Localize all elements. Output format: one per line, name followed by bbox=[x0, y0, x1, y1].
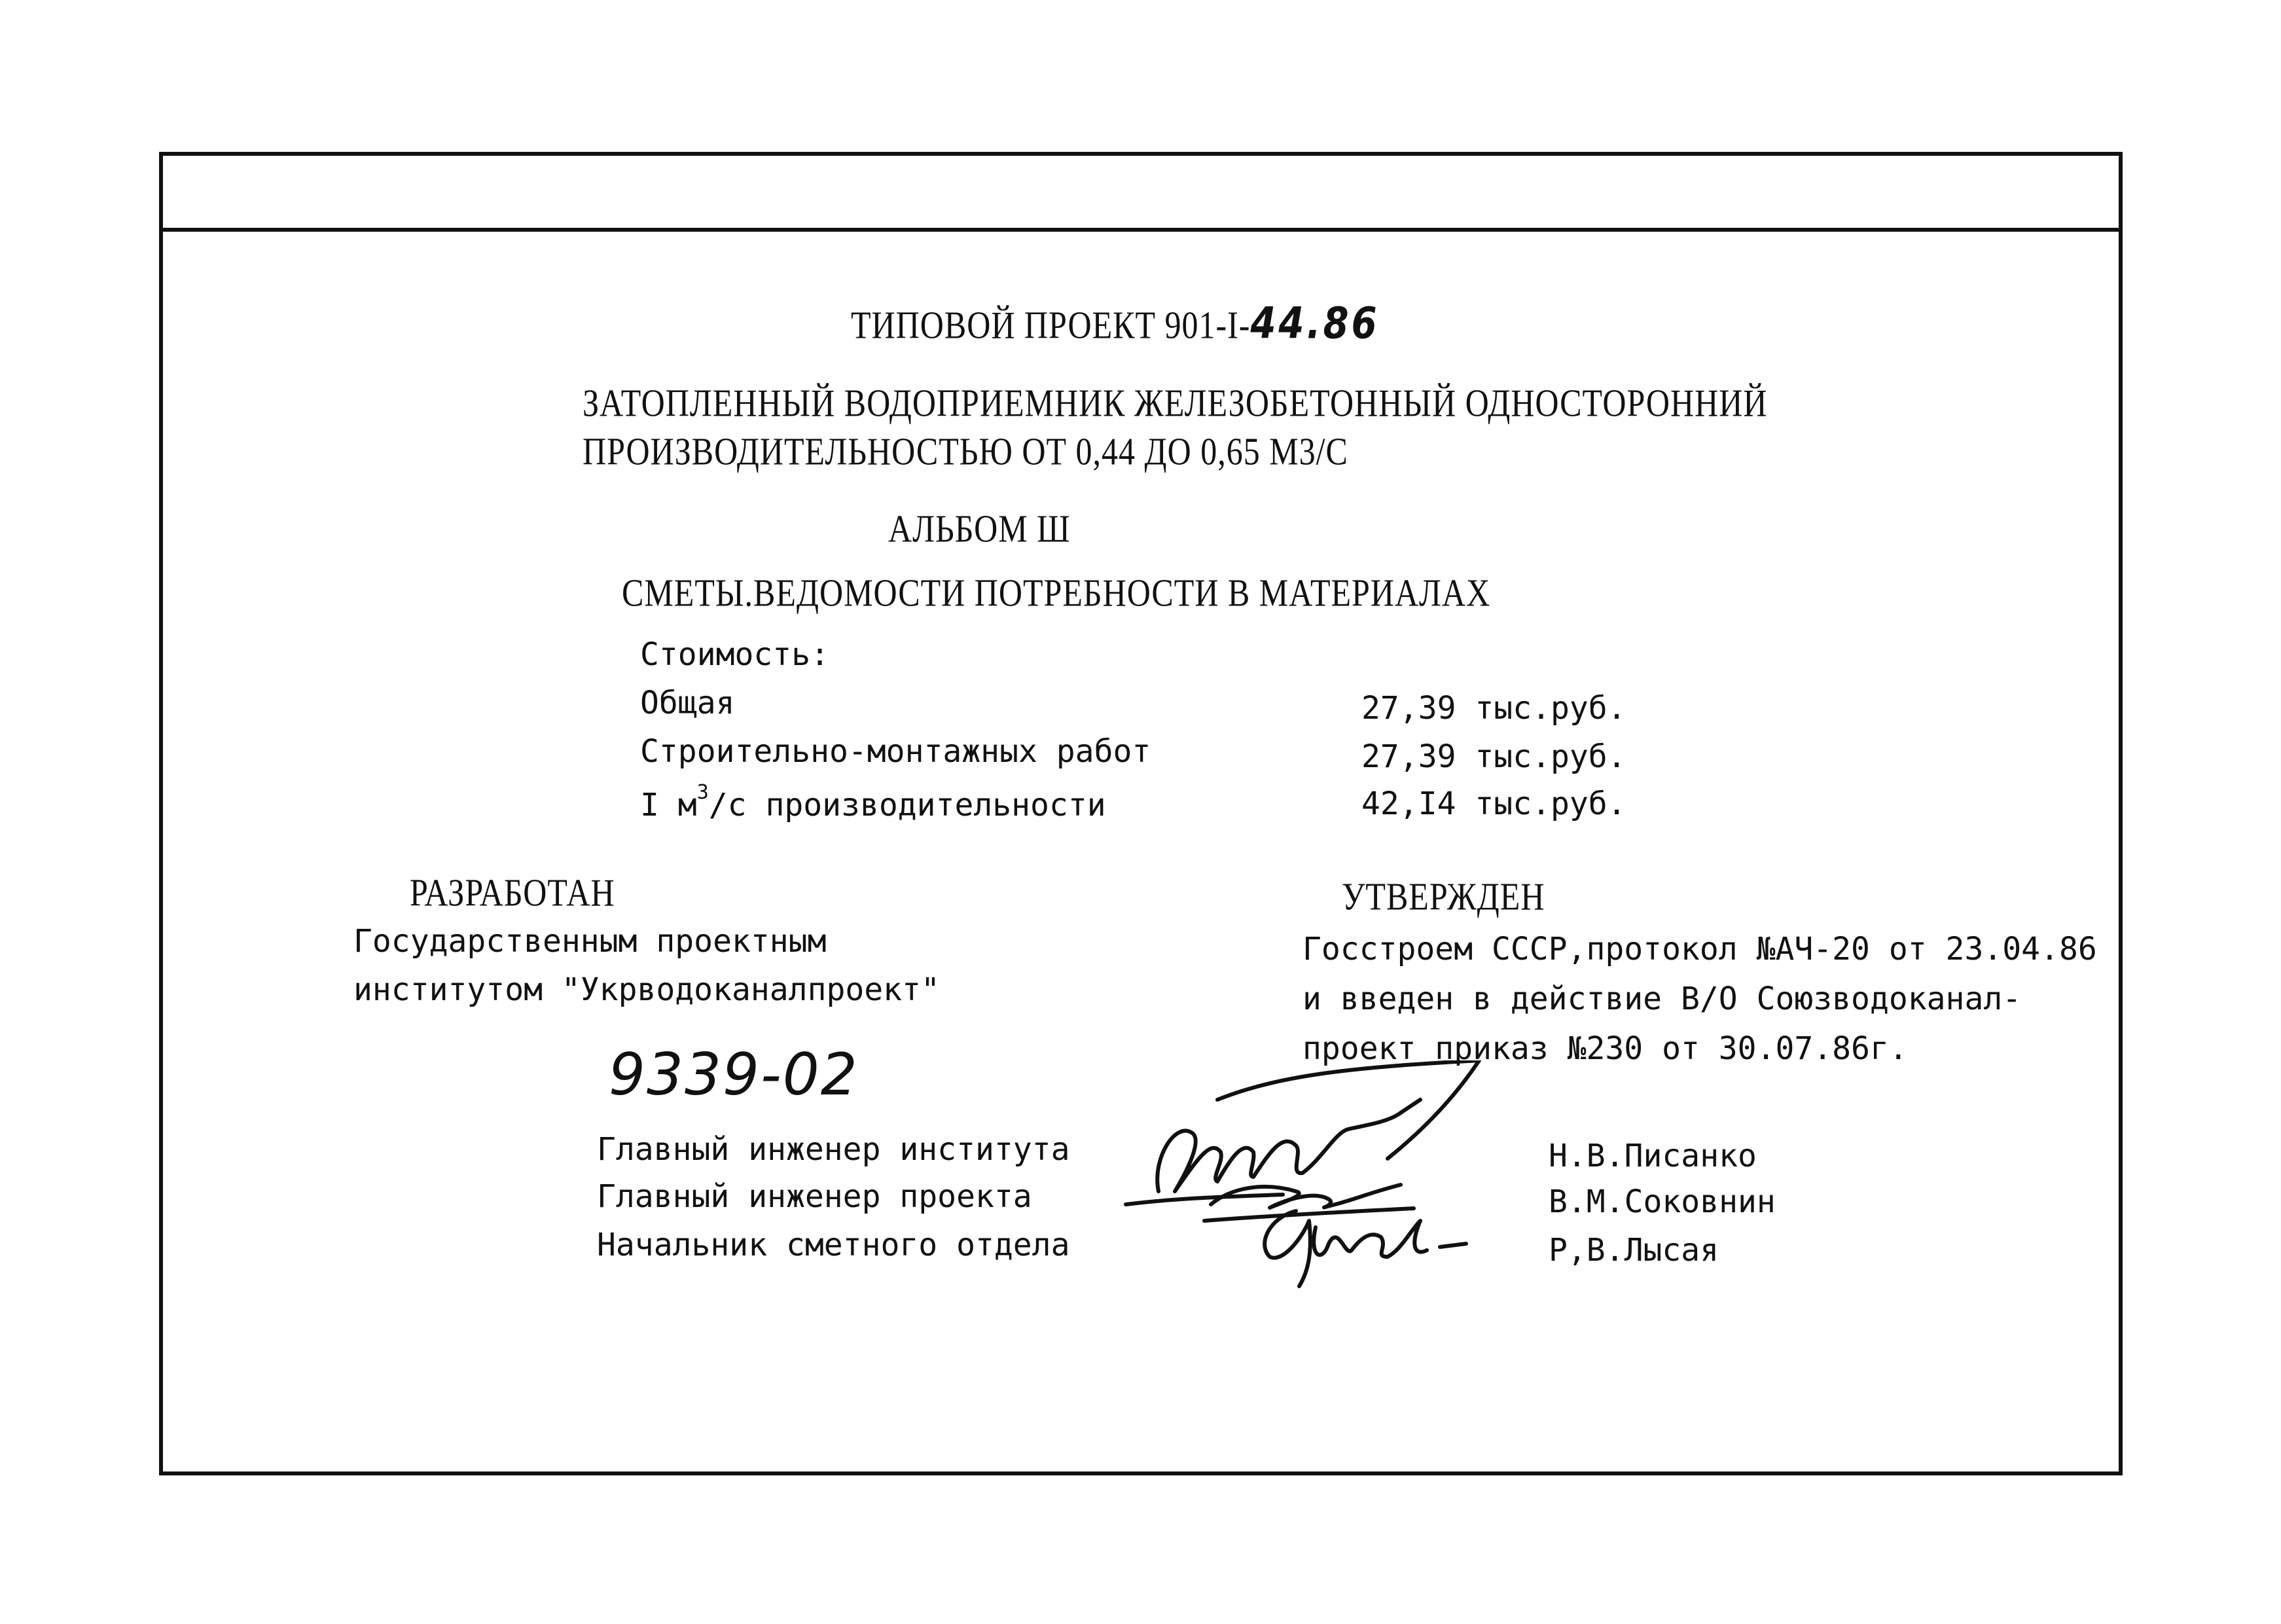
cost-value-per-capacity: 42,I4 тыс.руб. bbox=[1361, 785, 1626, 822]
project-heading bbox=[851, 298, 1380, 349]
archive-number: 9339-02 bbox=[609, 1041, 859, 1108]
cost-heading: Стоимость: bbox=[640, 636, 829, 673]
approved-heading: УТВЕРЖДЕН bbox=[1342, 875, 1545, 918]
official-name-1: Н.В.Писанко bbox=[1549, 1138, 1757, 1174]
signature-1-tail bbox=[1217, 1060, 1479, 1159]
cost-value-construction: 27,39 тыс.руб. bbox=[1361, 738, 1626, 775]
cost-label-suffix: /с производительности bbox=[708, 787, 1106, 823]
approved-line-1: Госстроем СССР,протокол №АЧ-20 от 23.04.86 bbox=[1302, 931, 2097, 967]
cost-label-per-capacity bbox=[640, 783, 1106, 821]
official-position-1: Главный инженер института bbox=[597, 1131, 1070, 1168]
developed-heading: РАЗРАБОТАН bbox=[410, 871, 615, 914]
approved-line-2: и введен в действие В/О Союзводоканал- bbox=[1302, 981, 2022, 1017]
developed-line-1: Государственным проектным bbox=[353, 923, 827, 960]
signature-1-underline bbox=[1126, 1195, 1283, 1204]
official-name-3: Р,В.Лысая bbox=[1549, 1232, 1719, 1269]
frame-top-divider bbox=[159, 228, 2123, 232]
signature-3 bbox=[1265, 1211, 1466, 1286]
official-position-2: Главный инженер проекта bbox=[597, 1178, 1032, 1215]
cost-value-total: 27,39 тыс.руб. bbox=[1361, 690, 1626, 727]
official-name-2: В.М.Соковнин bbox=[1549, 1183, 1776, 1220]
cost-label-total: Общая bbox=[640, 685, 735, 721]
cost-label-construction: Строительно-монтажных работ bbox=[640, 733, 1151, 770]
official-position-3: Начальник сметного отдела bbox=[597, 1227, 1070, 1263]
project-number: 44.86 bbox=[1250, 298, 1380, 349]
subtitle: СМЕТЫ.ВЕДОМОСТИ ПОТРЕБНОСТИ В МАТЕРИАЛАХ bbox=[622, 571, 1491, 615]
developed-line-2: институтом "Укрводоканалпроект" bbox=[353, 971, 940, 1008]
handwritten-signatures bbox=[1113, 1060, 1518, 1303]
project-label: ТИПОВОЙ ПРОЕКТ 901-I- bbox=[851, 303, 1251, 347]
cost-label-superscript: 3 bbox=[696, 781, 709, 804]
signature-1 bbox=[1157, 1113, 1401, 1191]
cost-label-prefix: I м bbox=[640, 787, 697, 823]
approved-line-3: проект приказ №230 от 30.07.86г. bbox=[1302, 1030, 1908, 1067]
album-label: АЛЬБОМ Ш bbox=[888, 507, 1071, 550]
title-line-1: ЗАТОПЛЕННЫЙ ВОДОПРИЕМНИК ЖЕЛЕЗОБЕТОННЫЙ ОДНОСТОРОННИЙ bbox=[583, 381, 1768, 425]
title-line-2: ПРОИЗВОДИТЕЛЬНОСТЬЮ ОТ 0,44 ДО 0,65 М3/С bbox=[583, 429, 1348, 473]
